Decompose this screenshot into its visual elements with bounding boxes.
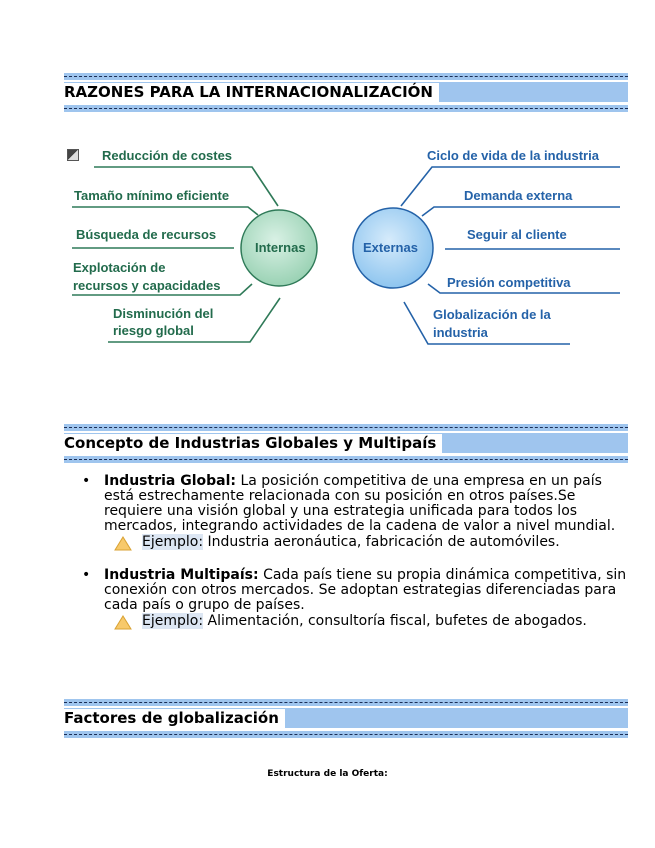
externas-item: Seguir al cliente [467,227,567,242]
internationalization-diagram [64,138,628,350]
example-text: Alimentación, consultoría fiscal, bufetes de abogados. [207,613,587,629]
section-title: Factores de globalización [64,709,285,728]
section-heading-razones [64,73,628,112]
warning-icon [114,615,132,630]
bullet-term: Industria Multipaís: [104,567,259,583]
industry-bullets [82,474,627,641]
warning-icon [114,536,132,551]
internas-item: Explotación de [73,260,166,275]
example-line [104,535,627,550]
example-line [104,614,627,629]
externas-item: Ciclo de vida de la industria [427,148,599,163]
internas-item: Reducción de costes [102,148,233,163]
externas-circle-label: Externas [363,240,418,255]
example-label: Ejemplo: [142,534,204,550]
internas-item: Disminución del [113,306,214,321]
list-item [82,474,627,550]
internas-item: Tamaño mínimo eficiente [74,188,230,203]
example-text: Industria aeronáutica, fabricación de automóviles. [207,534,560,550]
list-item [82,568,627,629]
section-title: RAZONES PARA LA INTERNACIONALIZACIÓN [64,83,439,102]
internas-item: riesgo global [113,323,194,338]
internas-circle-label: Internas [255,240,306,255]
section-title: Concepto de Industrias Globales y Multipaís [64,434,442,453]
bullet-icon: • [82,567,91,583]
externas-item: industria [433,325,488,340]
subheading-estructura: Estructura de la Oferta: [267,769,388,779]
internas-item: Búsqueda de recursos [76,227,217,242]
example-label: Ejemplo: [142,613,204,629]
externas-item: Presión competitiva [447,275,571,290]
externas-item: Demanda externa [464,188,573,203]
bullet-icon: • [82,473,91,489]
bullet-text: Cada país tiene su propia dinámica competitiva, sin conexión con otros mercados. Se adoptan estrategias diferenciadas para cada país o grupo de países. [104,567,627,613]
externas-item: Globalización de la [433,307,551,322]
section-heading-concepto [64,424,628,463]
bullet-text: La posición competitiva de una empresa en un país está estrechamente relacionada con su posición en otros países.Se requiere una visión global y una estrategia unificada para todos los mercados, integrando actividades de la cadena de valor a nivel mundial. [104,473,616,534]
bullet-term: Industria Global: [104,473,236,489]
section-heading-factores [64,699,628,738]
internas-item: recursos y capacidades [73,278,221,293]
